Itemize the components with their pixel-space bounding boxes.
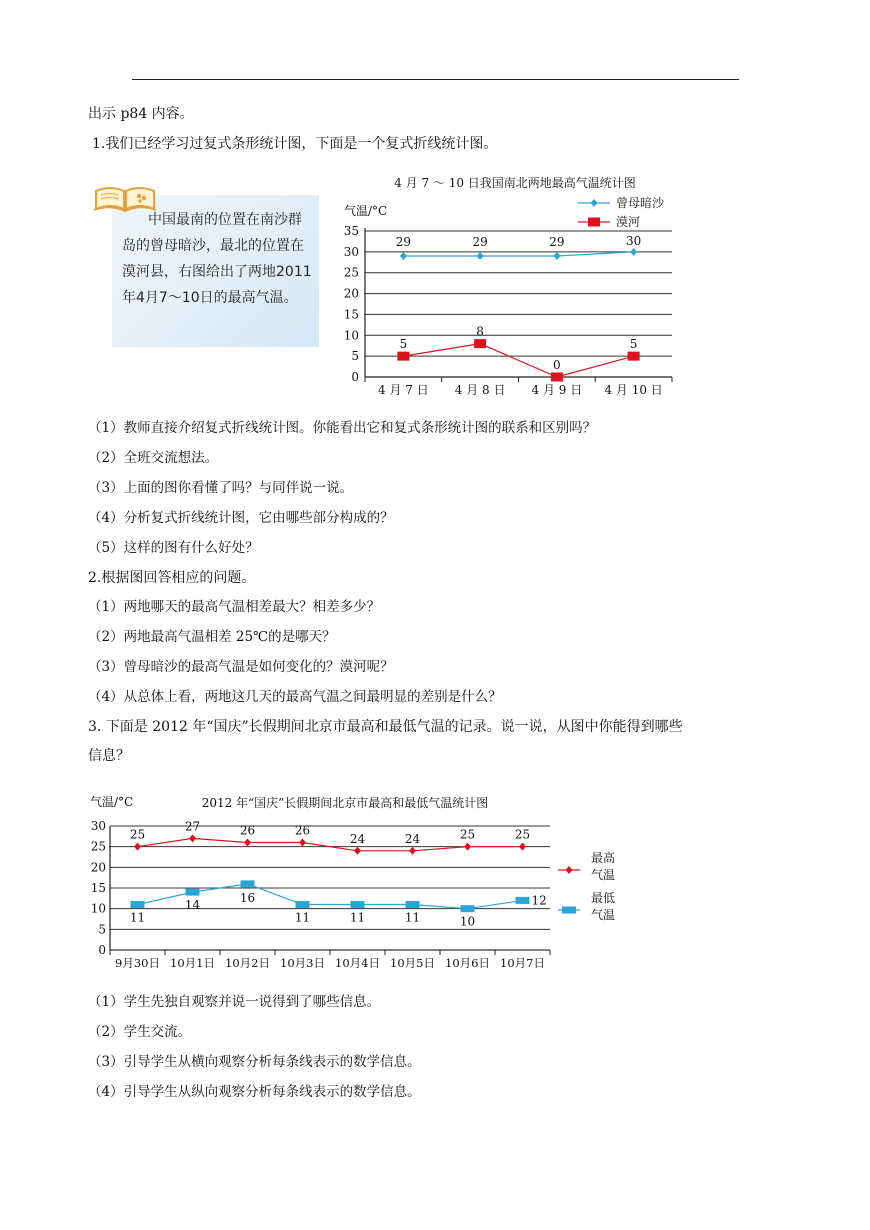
data-point [186, 889, 200, 896]
legend-label: 最高 [591, 851, 616, 865]
data-point [630, 248, 637, 256]
q1-item: （3）上面的图你看懂了吗？与同伴说一说。 [88, 480, 354, 496]
x-tick-label: 10月2日 [225, 956, 270, 970]
x-tick-label: 4 月 10 日 [604, 383, 663, 397]
data-point [189, 834, 196, 842]
data-point [551, 373, 563, 382]
legend-marker [588, 218, 600, 227]
legend-marker [591, 199, 598, 207]
data-label: 25 [129, 827, 146, 842]
y-tick-label: 10 [343, 328, 359, 343]
data-label: 27 [184, 819, 201, 834]
data-point [397, 352, 409, 361]
legend-marker [566, 866, 573, 874]
y-tick-label: 25 [90, 839, 106, 854]
data-label: 24 [404, 831, 421, 846]
q2-item: （2）两地最高气温相差 25℃的是哪天？ [88, 629, 336, 645]
y-tick-label: 5 [98, 922, 106, 937]
data-label: 11 [294, 910, 311, 925]
header-rule [132, 79, 739, 80]
y-tick-label: 20 [343, 286, 359, 301]
q1-title: 1.我们已经学习过复式条形统计图，下面是一个复式折线统计图。 [92, 136, 498, 152]
y-tick-label: 5 [351, 349, 359, 364]
legend-label: 气温 [591, 908, 616, 922]
data-point [241, 880, 255, 887]
data-label: 5 [399, 337, 408, 352]
y-tick-label: 10 [90, 901, 106, 916]
y-tick-label: 15 [343, 307, 359, 322]
info-note-line: 中国最南的位置在南沙群 [148, 212, 302, 228]
data-point [461, 905, 475, 912]
data-label: 29 [395, 235, 412, 250]
y-tick-label: 0 [98, 943, 106, 957]
data-point [519, 843, 526, 851]
data-label: 29 [472, 235, 488, 250]
data-point [244, 839, 251, 847]
q2-title: 2.根据图回答相应的问题。 [88, 570, 256, 586]
data-label: 16 [239, 890, 256, 905]
q3-item: （1）学生先独自观察并说一说得到了哪些信息。 [88, 994, 381, 1010]
y-axis-label: 气温/°C [344, 204, 388, 218]
x-tick-label: 4 月 7 日 [378, 383, 429, 397]
data-label: 26 [294, 823, 311, 838]
q1-item: （2）全班交流想法。 [88, 450, 219, 466]
x-tick-label: 10月6日 [445, 956, 490, 970]
y-tick-label: 30 [90, 819, 106, 833]
q2-item: （4）从总体上看，两地这几天的最高气温之间最明显的差别是什么？ [88, 689, 502, 705]
series-line [403, 252, 633, 256]
q1-item: （1）教师直接介绍复式折线统计图。你能看出它和复式条形统计图的联系和区别吗？ [88, 420, 597, 436]
y-tick-label: 15 [90, 881, 106, 895]
legend-marker [562, 907, 576, 914]
data-point [296, 901, 310, 908]
y-tick-label: 35 [343, 224, 359, 238]
data-label: 5 [629, 337, 638, 352]
q3-item: （4）引导学生从纵向观察分析每条线表示的数学信息。 [88, 1084, 421, 1100]
data-label: 29 [549, 235, 565, 250]
info-note [92, 183, 320, 350]
data-point [628, 352, 640, 361]
data-label: 0 [553, 358, 561, 372]
q3-item: （3）引导学生从横向观察分析每条线表示的数学信息。 [88, 1054, 421, 1070]
series-line [403, 344, 633, 377]
x-tick-label: 10月5日 [390, 956, 435, 970]
q1-item: （4）分析复式折线统计图，它由哪些部分构成的？ [88, 510, 394, 526]
data-point [406, 901, 420, 908]
data-label: 25 [459, 827, 476, 842]
chart-beijing-holiday-temperature [88, 788, 633, 978]
data-label: 11 [404, 910, 421, 925]
q3-title-line2: 信息？ [88, 748, 130, 764]
data-label: 14 [184, 898, 201, 913]
data-label: 8 [476, 324, 484, 339]
data-point [553, 252, 560, 260]
info-note-line: 漠河县，右图给出了两地2011 [122, 264, 312, 280]
data-label: 12 [531, 893, 547, 908]
q2-item: （1）两地哪天的最高气温相差最大？相差多少？ [88, 599, 381, 615]
chart-title: 2012 年“国庆”长假期间北京市最高和最低气温统计图 [201, 796, 489, 810]
legend-label: 气温 [591, 868, 616, 882]
data-point [131, 901, 145, 908]
data-label: 24 [349, 831, 366, 846]
intro-text: 出示 p84 内容。 [88, 106, 194, 122]
chart-south-north-temperature [340, 170, 685, 405]
x-tick-label: 10月7日 [500, 956, 545, 970]
chart-title: 4 月 7 ～ 10 日我国南北两地最高气温统计图 [394, 176, 636, 190]
q1-item: （5）这样的图有什么好处？ [88, 540, 259, 556]
data-point [351, 901, 365, 908]
data-label: 26 [239, 823, 256, 838]
legend-label: 漠河 [616, 215, 641, 229]
data-label: 30 [625, 233, 642, 248]
y-tick-label: 30 [343, 244, 359, 259]
data-point [464, 843, 471, 851]
data-point [516, 897, 530, 904]
info-note-text [122, 207, 312, 311]
data-point [474, 339, 486, 348]
data-point [354, 847, 361, 855]
data-label: 11 [129, 910, 146, 925]
data-label: 25 [514, 827, 531, 842]
x-tick-label: 10月3日 [280, 956, 325, 970]
x-tick-label: 10月4日 [335, 956, 380, 970]
q3-title-line1: 3. 下面是 2012 年“国庆”长假期间北京市最高和最低气温的记录。说一说，从图中你能得到哪些 [88, 719, 683, 735]
legend-label: 曾母暗沙 [616, 196, 665, 210]
y-tick-label: 25 [343, 265, 359, 280]
legend-label: 最低 [591, 891, 616, 905]
data-point [477, 252, 484, 260]
x-tick-label: 4 月 9 日 [531, 383, 583, 397]
y-axis-label: 气温/°C [90, 795, 134, 809]
x-tick-label: 10月1日 [170, 956, 215, 970]
data-label: 10 [459, 914, 476, 929]
data-point [134, 843, 141, 851]
info-note-line: 岛的曾母暗沙，最北的位置在 [122, 238, 304, 254]
y-tick-label: 20 [90, 860, 106, 875]
y-tick-label: 0 [351, 370, 359, 384]
data-point [400, 252, 407, 260]
q3-item: （2）学生交流。 [88, 1024, 192, 1040]
x-tick-label: 9月30日 [115, 956, 160, 970]
data-point [299, 839, 306, 847]
x-tick-label: 4 月 8 日 [454, 383, 506, 397]
info-note-line: 年4月7～10日的最高气温。 [122, 290, 298, 306]
data-label: 11 [349, 910, 366, 925]
q2-item: （3）曾母暗沙的最高气温是如何变化的？漠河呢？ [88, 659, 394, 675]
data-point [409, 847, 416, 855]
